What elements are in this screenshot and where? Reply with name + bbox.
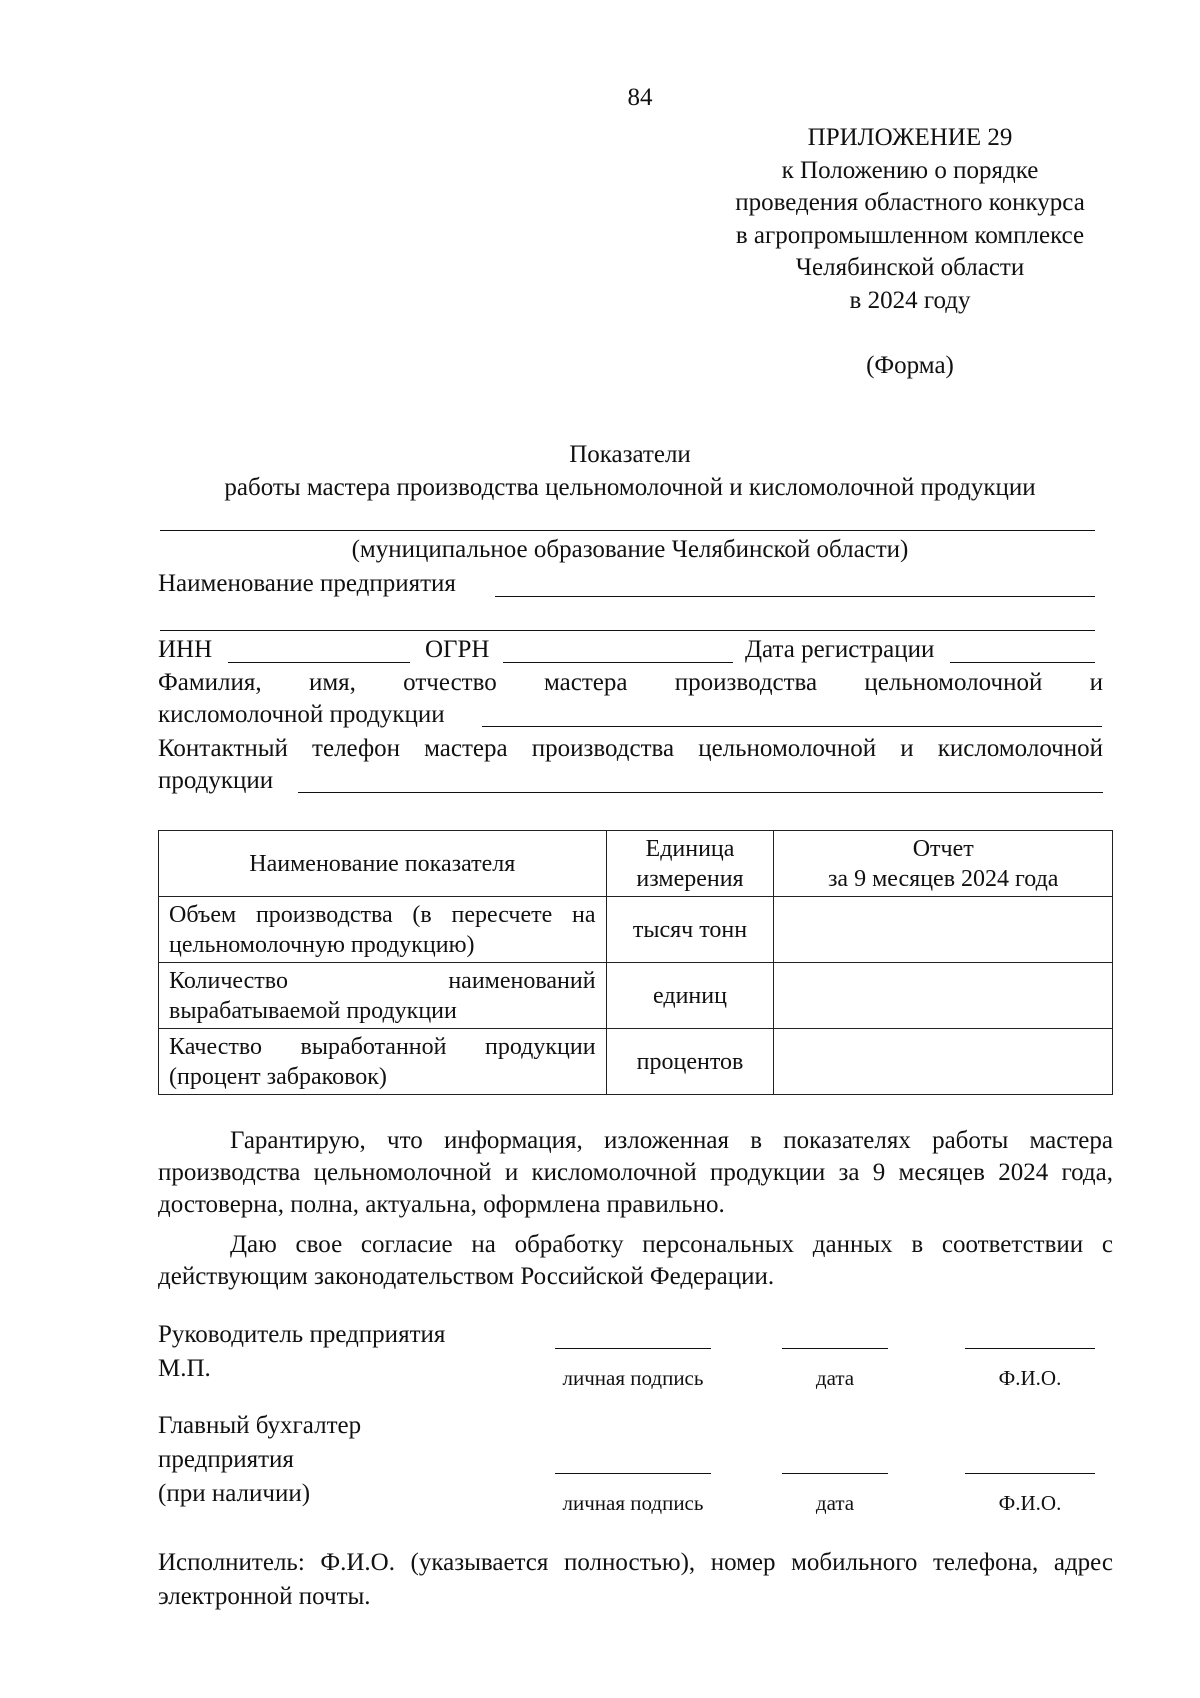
head-name-line[interactable] <box>965 1348 1095 1349</box>
row-indicator: Объем производства (в пересчете на цельномолочную продукцию) <box>159 897 607 963</box>
head-signature-caption: личная подпись <box>562 1366 704 1390</box>
stamp-label: М.П. <box>158 1355 211 1382</box>
ogrn-field[interactable] <box>503 662 733 663</box>
enterprise-name-field[interactable] <box>495 596 1095 597</box>
indicators-table <box>158 830 1113 1095</box>
title-line-2: работы мастера производства цельномолочной и кисломолочной продукции <box>224 474 1036 501</box>
accountant-name-line[interactable] <box>965 1473 1095 1474</box>
table-row <box>159 897 1113 963</box>
row-unit: единиц <box>606 963 774 1029</box>
consent-statement: Даю свое согласие на обработку персональных данных в соответствии с действующим законодательством Российской Федерации. <box>158 1231 1113 1290</box>
ogrn-label: ОГРН <box>425 636 490 663</box>
accountant-signature-caption: личная подпись <box>562 1491 704 1515</box>
phone-label: Контактный телефон мастера производства цельномолочной и кисломолочной <box>158 735 1103 762</box>
row-unit: процентов <box>606 1029 774 1095</box>
municipality-caption: (муниципальное образование Челябинской области) <box>351 536 909 563</box>
row-indicator: Качество выработанной продукции (процент забраковок) <box>159 1029 607 1095</box>
accountant-title: Главный бухгалтер <box>158 1412 362 1439</box>
header-indicator: Наименование показателя <box>159 831 607 897</box>
accountant-title-continued: предприятия <box>158 1446 294 1473</box>
accountant-signature-label <box>158 1409 361 1511</box>
head-date-caption: дата <box>815 1366 855 1390</box>
accountant-signature-line[interactable] <box>555 1473 711 1474</box>
executor-note: Исполнитель: Ф.И.О. (указывается полностью), номер мобильного телефона, адрес электронной почты. <box>158 1549 1113 1610</box>
accountant-name-caption: Ф.И.О. <box>998 1491 1062 1515</box>
header-report-line-1: Отчет <box>912 835 974 862</box>
accountant-date-line[interactable] <box>782 1473 888 1474</box>
phone-label-continued: продукции <box>158 767 274 794</box>
header-report-line-2: за 9 месяцев 2024 года <box>827 865 1059 892</box>
head-signature-label <box>158 1318 445 1386</box>
row-value-cell[interactable] <box>774 1029 1113 1095</box>
document-title <box>150 438 1110 504</box>
row-indicator <box>159 963 607 1029</box>
table-header-row <box>159 831 1113 897</box>
inn-label: ИНН <box>158 636 213 663</box>
guarantee-statement: Гарантирую, что информация, изложенная в показателях работы мастера производства цельномолочной и кисломолочной продукции за 9 месяцев 2024 года, достоверна, полна, актуальна, оформлена правильно. <box>158 1127 1113 1218</box>
head-date-line[interactable] <box>782 1348 888 1349</box>
registration-date-field[interactable] <box>950 662 1095 663</box>
head-name-caption: Ф.И.О. <box>998 1366 1062 1390</box>
appendix-line: Челябинской области <box>795 254 1025 281</box>
master-name-field[interactable] <box>482 726 1102 727</box>
appendix-line: в агропромышленном комплексе <box>735 221 1085 249</box>
inn-field[interactable] <box>228 662 410 663</box>
phone-field[interactable] <box>298 792 1103 793</box>
row-unit: тысяч тонн <box>606 897 774 963</box>
row-indicator-line-2: вырабатываемой продукции <box>169 997 457 1024</box>
enterprise-name-label: Наименование предприятия <box>158 570 456 597</box>
title-line-1: Показатели <box>569 441 691 468</box>
table-row <box>159 1029 1113 1095</box>
master-name-label-continued: кисломолочной продукции <box>158 701 445 728</box>
table-row <box>159 963 1113 1029</box>
header-report <box>774 831 1113 897</box>
master-name-label: Фамилия, имя, отчество мастера производства цельномолочной и <box>158 669 1103 696</box>
header-unit <box>606 831 774 897</box>
appendix-line: к Положению о порядке <box>781 156 1039 184</box>
row-value-cell[interactable] <box>774 897 1113 963</box>
accountant-date-caption: дата <box>815 1491 855 1515</box>
municipality-field-line[interactable] <box>160 530 1095 531</box>
header-unit-line-2: измерения <box>636 865 744 892</box>
accountant-note: (при наличии) <box>158 1480 311 1507</box>
head-title: Руководитель предприятия <box>158 1321 446 1348</box>
appendix-header <box>610 122 1200 317</box>
page-number: 84 <box>627 84 653 111</box>
registration-date-label: Дата регистрации <box>745 636 935 663</box>
enterprise-name-field-continued[interactable] <box>160 630 1095 631</box>
form-label: (Форма) <box>866 352 954 379</box>
row-value-cell[interactable] <box>774 963 1113 1029</box>
head-signature-line[interactable] <box>555 1348 711 1349</box>
row-indicator-line-1: Количество наименований <box>169 967 596 994</box>
appendix-title: ПРИЛОЖЕНИЕ 29 <box>807 124 1013 151</box>
appendix-line: в 2024 году <box>849 286 971 314</box>
header-unit-line-1: Единица <box>645 835 735 862</box>
appendix-line: проведения областного конкурса <box>735 189 1085 216</box>
